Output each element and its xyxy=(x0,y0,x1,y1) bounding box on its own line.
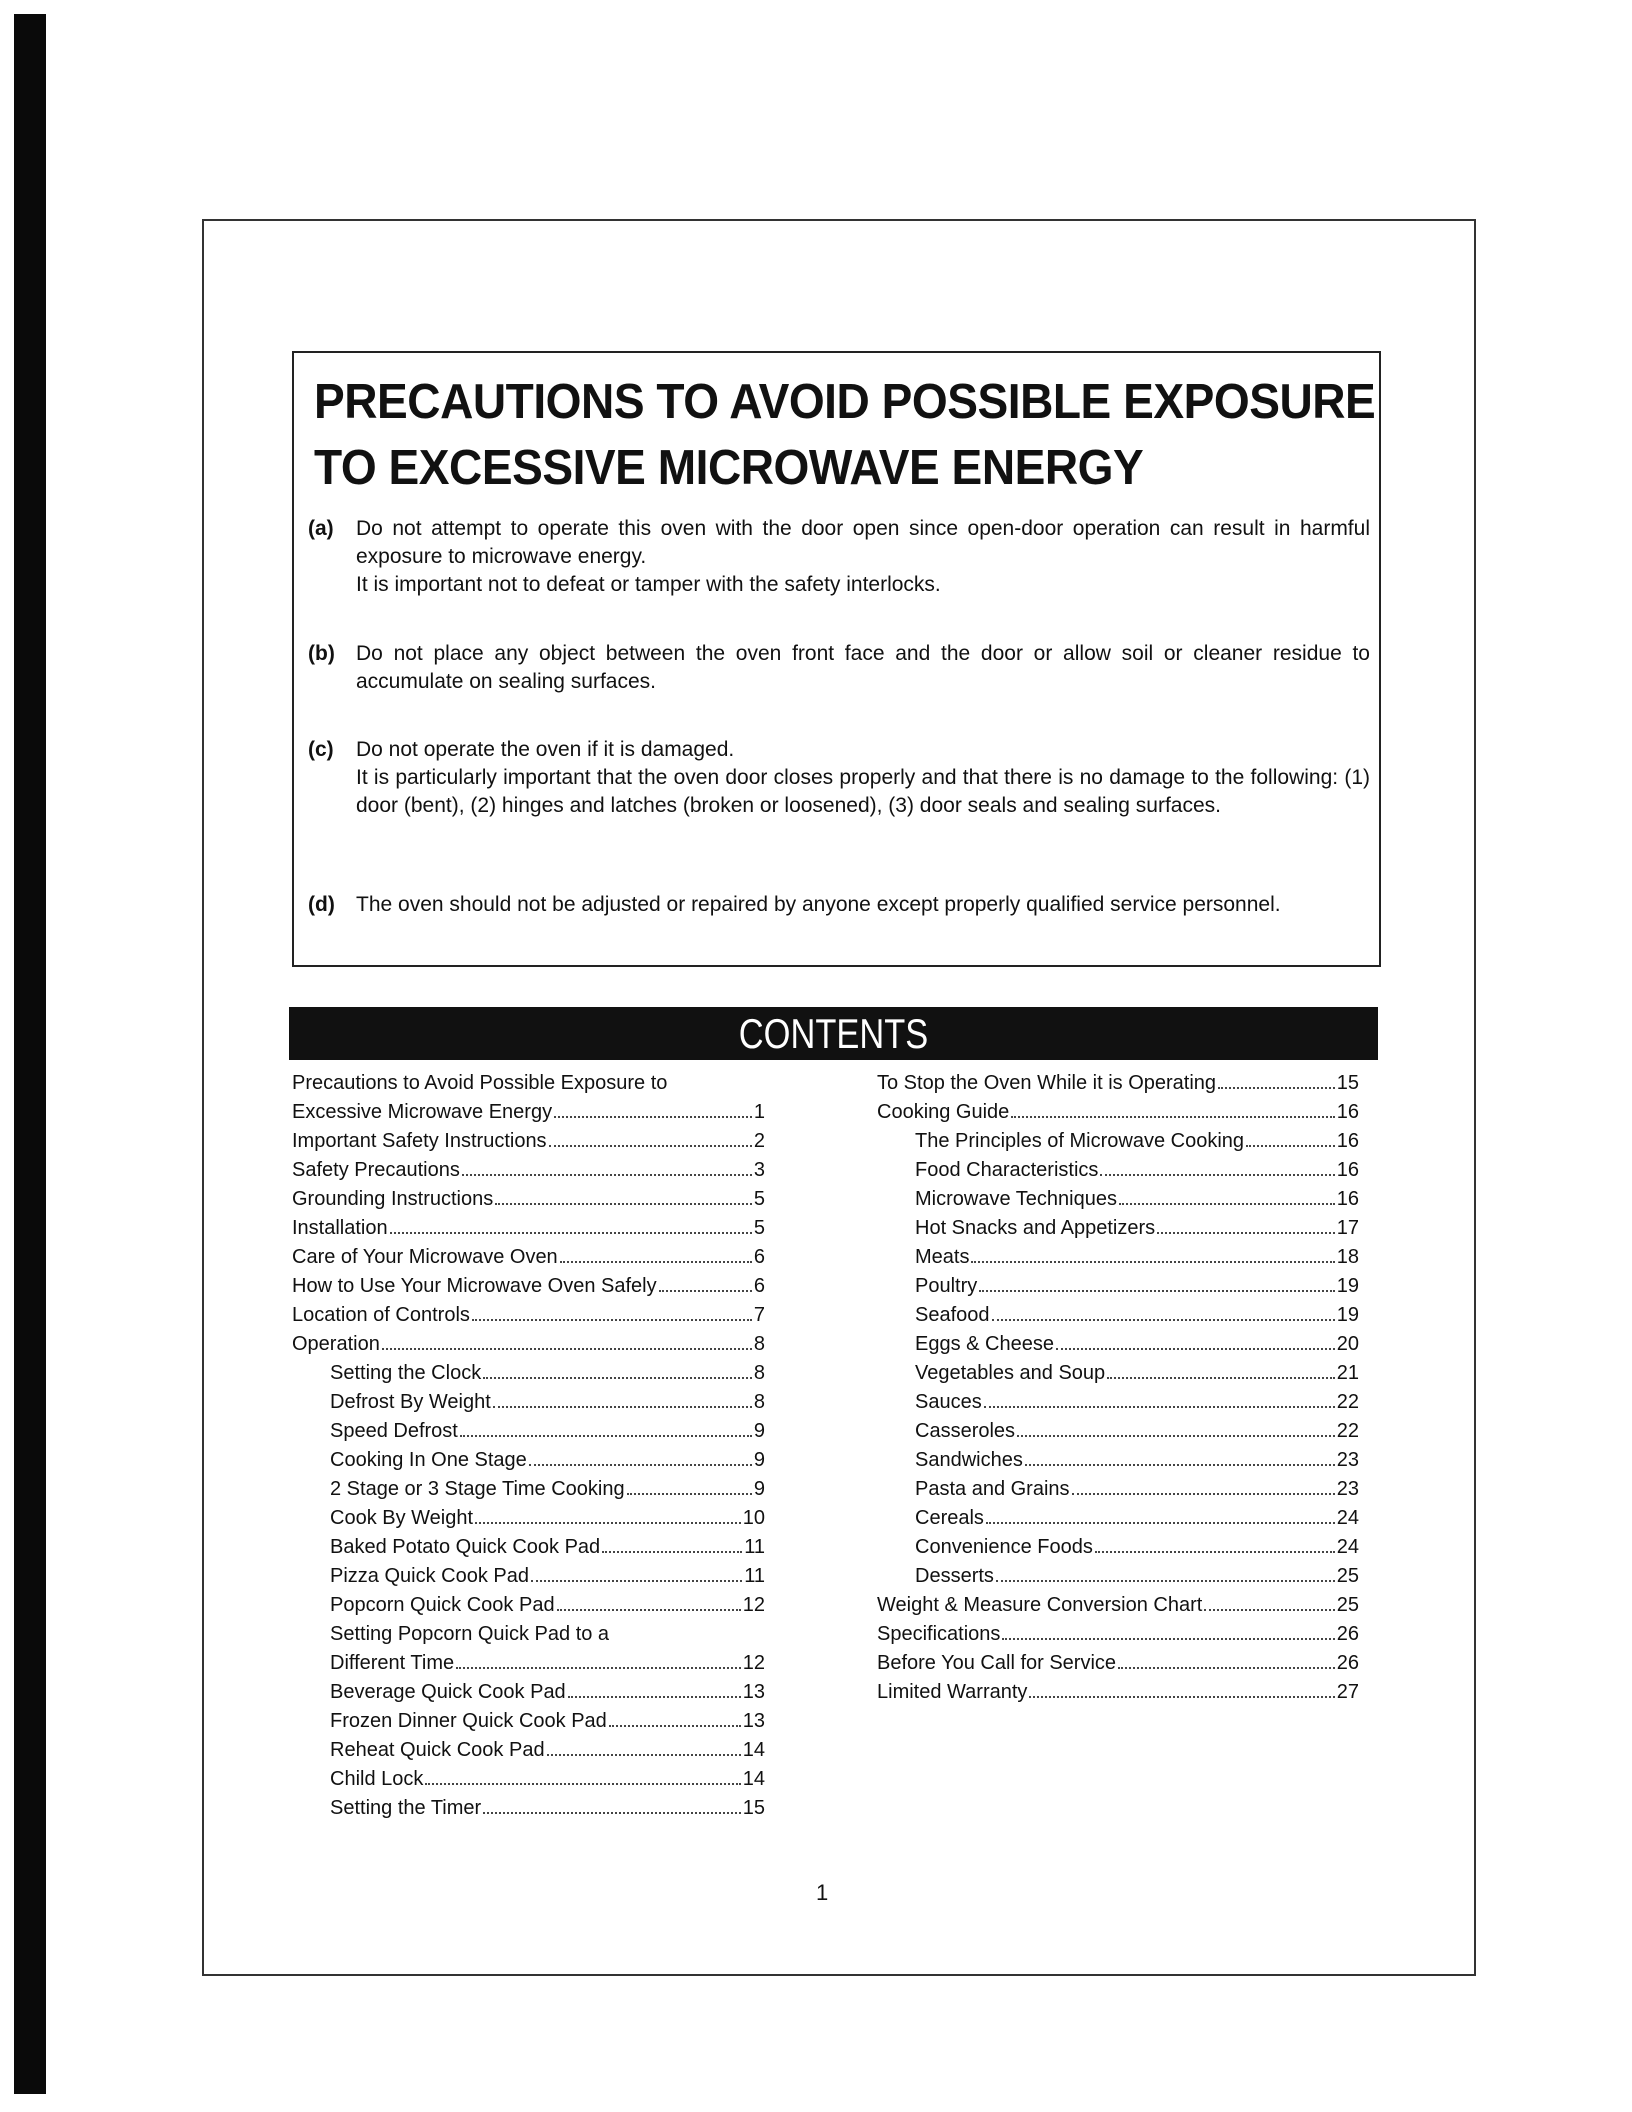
precaution-item-d xyxy=(308,891,1370,919)
contents-heading-text: CONTENTS xyxy=(738,1010,929,1057)
toc-entry: Casseroles 22 xyxy=(915,1420,1359,1442)
precaution-item-a xyxy=(308,515,1370,599)
precaution-label: (d) xyxy=(308,893,335,916)
toc-entry: Cook By Weight 10 xyxy=(330,1507,765,1529)
toc-entry: Installation 5 xyxy=(292,1217,765,1239)
toc-entry: Cereals 24 xyxy=(915,1507,1359,1529)
toc-entry: Cooking Guide 16 xyxy=(877,1101,1359,1123)
precaution-text: It is particularly important that the oven door closes properly and that there is no damage to the following: (1) door (bent), (2) hinges and latches (broken or loosened), (3) door seals and sealing surfaces. xyxy=(356,766,1370,817)
toc-entry: Pasta and Grains 23 xyxy=(915,1478,1359,1500)
precaution-label: (b) xyxy=(308,642,335,665)
toc-entry: Precautions to Avoid Possible Exposure to xyxy=(292,1072,668,1094)
toc-entry: Hot Snacks and Appetizers 17 xyxy=(915,1217,1359,1239)
precaution-label: (a) xyxy=(308,517,334,540)
toc-entry: Vegetables and Soup 21 xyxy=(915,1362,1359,1384)
precaution-label: (c) xyxy=(308,738,334,761)
toc-entry: To Stop the Oven While it is Operating 15 xyxy=(877,1072,1359,1094)
precautions-title-line-1: PRECAUTIONS TO AVOID POSSIBLE EXPOSURE xyxy=(314,375,1376,429)
toc-entry: Setting the Clock 8 xyxy=(330,1362,765,1384)
toc-entry: Setting the Timer 15 xyxy=(330,1797,765,1819)
toc-entry: Location of Controls 7 xyxy=(292,1304,765,1326)
precaution-text: It is important not to defeat or tamper with the safety interlocks. xyxy=(356,573,941,596)
toc-entry: Different Time 12 xyxy=(330,1652,765,1674)
toc-entry: Setting Popcorn Quick Pad to a xyxy=(330,1623,610,1645)
toc-entry: Specifications 26 xyxy=(877,1623,1359,1645)
toc-entry: Reheat Quick Cook Pad 14 xyxy=(330,1739,765,1761)
toc-entry: Excessive Microwave Energy 1 xyxy=(292,1101,765,1123)
toc-entry: Sandwiches 23 xyxy=(915,1449,1359,1471)
toc-entry: Cooking In One Stage 9 xyxy=(330,1449,765,1471)
precaution-text: Do not operate the oven if it is damaged. xyxy=(356,738,735,761)
toc-entry: Important Safety Instructions 2 xyxy=(292,1130,765,1152)
precautions-title-line-2: TO EXCESSIVE MICROWAVE ENERGY xyxy=(314,441,1144,495)
precaution-item-c xyxy=(308,736,1370,820)
toc-left-column xyxy=(292,1069,765,1823)
toc-entry: Popcorn Quick Cook Pad 12 xyxy=(330,1594,765,1616)
precaution-text: Do not place any object between the oven front face and the door or allow soil or cleaner residue to accumulate on sealing surfaces. xyxy=(356,642,1370,693)
toc-entry: Weight & Measure Conversion Chart 25 xyxy=(877,1594,1359,1616)
toc-entry: Safety Precautions 3 xyxy=(292,1159,765,1181)
toc-entry: Sauces 22 xyxy=(915,1391,1359,1413)
toc-entry: Baked Potato Quick Cook Pad 11 xyxy=(330,1536,765,1558)
toc-entry: Operation 8 xyxy=(292,1333,765,1355)
toc-right-column xyxy=(877,1069,1359,1707)
toc-entry: The Principles of Microwave Cooking 16 xyxy=(915,1130,1359,1152)
toc-entry: Seafood 19 xyxy=(915,1304,1359,1326)
page-number: 1 xyxy=(816,1880,829,1905)
toc-entry: Convenience Foods 24 xyxy=(915,1536,1359,1558)
toc-entry: Poultry 19 xyxy=(915,1275,1359,1297)
toc-entry: Pizza Quick Cook Pad 11 xyxy=(330,1565,765,1587)
toc-entry: Beverage Quick Cook Pad 13 xyxy=(330,1681,765,1703)
toc-entry: Food Characteristics 16 xyxy=(915,1159,1359,1181)
precaution-text: Do not attempt to operate this oven with the door open since open-door operation can result in harmful exposure to microwave energy. xyxy=(356,517,1370,568)
toc-entry: Limited Warranty 27 xyxy=(877,1681,1359,1703)
toc-entry: Meats 18 xyxy=(915,1246,1359,1268)
contents-heading xyxy=(289,1007,1378,1060)
toc-entry: How to Use Your Microwave Oven Safely 6 xyxy=(292,1275,765,1297)
precautions-title xyxy=(314,369,1375,501)
precaution-text: The oven should not be adjusted or repaired by anyone except properly qualified service personnel. xyxy=(356,893,1281,916)
toc-entry: Child Lock 14 xyxy=(330,1768,765,1790)
toc-entry: Frozen Dinner Quick Cook Pad 13 xyxy=(330,1710,765,1732)
toc-entry: Before You Call for Service 26 xyxy=(877,1652,1359,1674)
toc-entry: Care of Your Microwave Oven 6 xyxy=(292,1246,765,1268)
toc-entry: Grounding Instructions 5 xyxy=(292,1188,765,1210)
toc-entry: Defrost By Weight 8 xyxy=(330,1391,765,1413)
toc-entry: Speed Defrost 9 xyxy=(330,1420,765,1442)
toc-entry: 2 Stage or 3 Stage Time Cooking 9 xyxy=(330,1478,765,1500)
precautions-box xyxy=(292,351,1381,967)
toc-entry: Eggs & Cheese 20 xyxy=(915,1333,1359,1355)
precaution-item-b xyxy=(308,640,1370,696)
toc-entry: Microwave Techniques 16 xyxy=(915,1188,1359,1210)
scan-edge-bar xyxy=(14,14,46,2094)
toc-entry: Desserts 25 xyxy=(915,1565,1359,1587)
